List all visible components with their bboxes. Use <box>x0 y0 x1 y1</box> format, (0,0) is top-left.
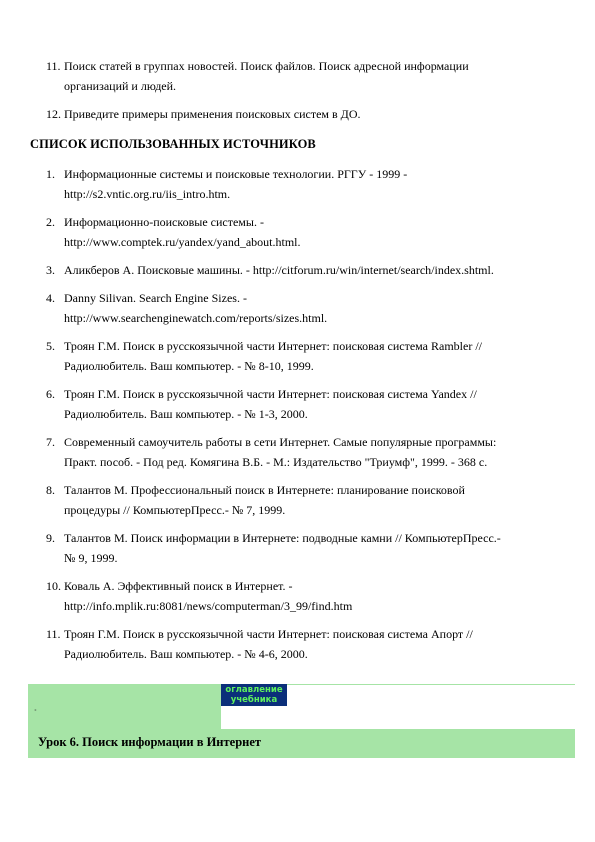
question-line: Поиск статей в группах новостей. Поиск файлов. Поиск адресной информации <box>64 59 469 73</box>
footer-nav-row <box>28 682 575 728</box>
reference-line: Троян Г.М. Поиск в русскоязычной части Интернет: поисковая система Yandex // <box>64 387 477 401</box>
reference-line: Современный самоучитель работы в сети Интернет. Самые популярные программы: <box>64 435 497 449</box>
reference-item <box>30 288 575 328</box>
reference-number: 9. <box>46 531 55 545</box>
reference-line: Радиолюбитель. Ваш компьютер. - № 1-3, 2000. <box>64 407 308 421</box>
reference-line: Радиолюбитель. Ваш компьютер. - № 8-10, 1999. <box>64 359 314 373</box>
reference-line: Практ. пособ. - Под ред. Комягина В.Б. - М.: Издательство "Триумф", 1999. - 368 с. <box>64 455 488 469</box>
lesson-title: Урок 6. Поиск информации в Интернет <box>38 735 262 749</box>
reference-item <box>30 432 575 472</box>
reference-number: 7. <box>46 435 55 449</box>
lesson-footer <box>28 682 575 758</box>
question-number: 11. <box>46 59 61 73</box>
reference-line: Талантов М. Профессиональный поиск в Интернете: планирование поисковой <box>64 483 465 497</box>
reference-number: 5. <box>46 339 55 353</box>
reference-line: Информационно-поисковые системы. - <box>64 215 264 229</box>
reference-number: 6. <box>46 387 55 401</box>
reference-item <box>30 576 575 616</box>
reference-item <box>30 528 575 568</box>
reference-line: http://www.comptek.ru/yandex/yand_about.html. <box>64 235 301 249</box>
reference-number: 3. <box>46 263 55 277</box>
reference-line: http://www.searchenginewatch.com/reports/sizes.html. <box>64 311 328 325</box>
reference-line: Радиолюбитель. Ваш компьютер. - № 4-6, 2000. <box>64 647 308 661</box>
toc-button-label-line1: оглавление <box>225 685 283 695</box>
reference-number: 8. <box>46 483 55 497</box>
reference-line: процедуры // КомпьютерПресс.- № 7, 1999. <box>64 503 286 517</box>
reference-line: Троян Г.М. Поиск в русскоязычной части Интернет: поисковая система Апорт // <box>64 627 473 641</box>
reference-line: № 9, 1999. <box>64 551 118 565</box>
table-of-contents-button[interactable] <box>221 684 287 706</box>
reference-number: 11. <box>46 627 61 641</box>
reference-item <box>30 260 575 280</box>
section-heading: СПИСОК ИСПОЛЬЗОВАННЫХ ИСТОЧНИКОВ <box>30 137 316 151</box>
reference-item <box>30 480 575 520</box>
reference-number: 10. <box>46 579 61 593</box>
reference-line: Коваль А. Эффективный поиск в Интернет. - <box>64 579 293 593</box>
references-list <box>30 164 575 672</box>
reference-item <box>30 384 575 424</box>
reference-number: 4. <box>46 291 55 305</box>
reference-line: Danny Silivan. Search Engine Sizes. - <box>64 291 247 305</box>
reference-line: Информационные системы и поисковые технологии. РГГУ - 1999 - <box>64 167 408 181</box>
reference-line: http://info.mplik.ru:8081/news/computerman/3_99/find.htm <box>64 599 353 613</box>
question-item <box>30 104 570 124</box>
reference-line: Талантов М. Поиск информации в Интернете: подводные камни // КомпьютерПресс.- <box>64 531 501 545</box>
question-item <box>30 56 570 96</box>
reference-number: 2. <box>46 215 55 229</box>
footer-left-panel <box>28 684 221 729</box>
reference-item <box>30 164 575 204</box>
questions-list <box>30 56 570 132</box>
question-line: организаций и людей. <box>64 79 177 93</box>
reference-number: 1. <box>46 167 55 181</box>
reference-item <box>30 336 575 376</box>
lesson-title-bar <box>28 729 575 758</box>
reference-line: Аликберов А. Поисковые машины. - http://citforum.ru/win/internet/search/index.shtml. <box>64 263 494 277</box>
toc-button-label-line2: учебника <box>230 695 278 705</box>
reference-item <box>30 212 575 252</box>
reference-item <box>30 624 575 664</box>
question-number: 12. <box>46 107 61 121</box>
reference-line: http://s2.vntic.org.ru/iis_intro.htm. <box>64 187 231 201</box>
question-line: Приведите примеры применения поисковых систем в ДО. <box>64 107 361 121</box>
reference-line: Троян Г.М. Поиск в русскоязычной части Интернет: поисковая система Rambler // <box>64 339 482 353</box>
bullet-icon: • <box>34 706 37 715</box>
